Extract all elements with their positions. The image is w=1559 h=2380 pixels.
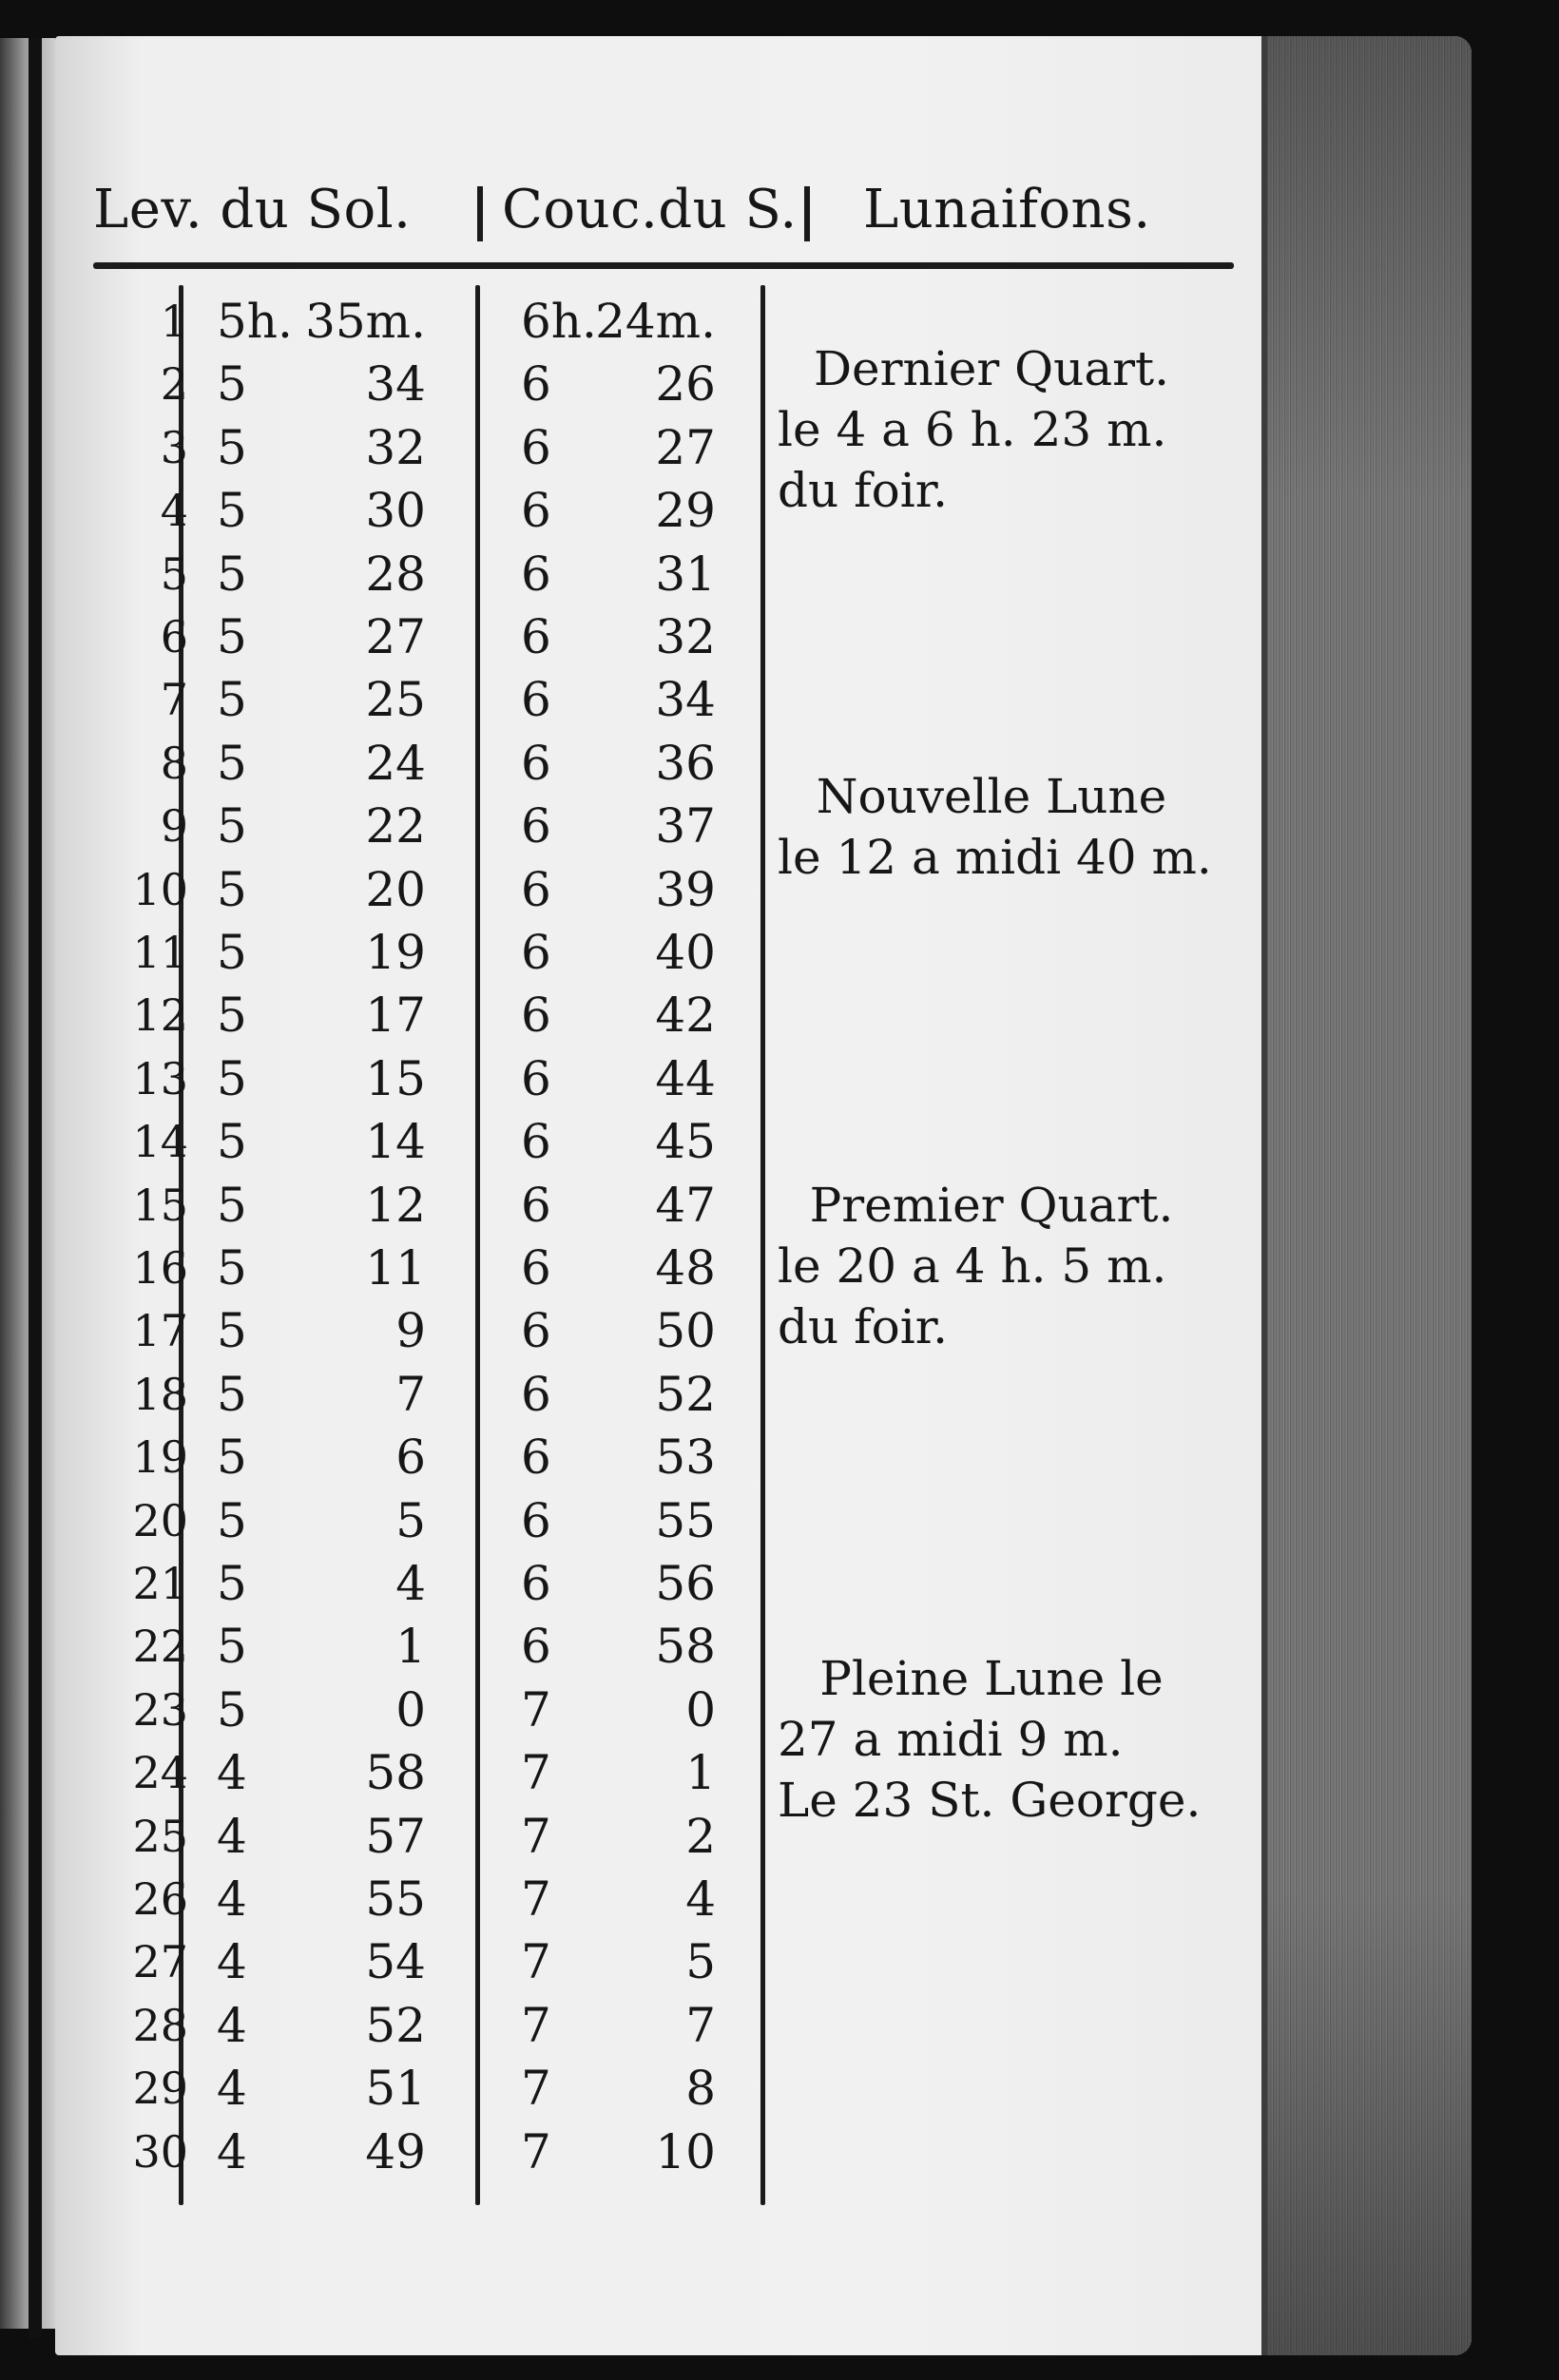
sunrise-hour-cell: 5 bbox=[217, 546, 247, 602]
sunrise-minute-cell: 27 bbox=[365, 609, 426, 664]
lunation-line: du foir. bbox=[778, 463, 949, 518]
lunation-new-moon bbox=[778, 766, 1212, 888]
sunrise-minute-cell: 57 bbox=[365, 1808, 426, 1864]
sunset-minute-cell: 44 bbox=[655, 1050, 716, 1106]
header-separator bbox=[477, 186, 483, 241]
sunrise-minute-cell: 9 bbox=[395, 1303, 426, 1359]
sunset-minute-cell: 10 bbox=[655, 2123, 716, 2179]
sunrise-hour-cell: 5 bbox=[217, 1303, 247, 1359]
sunset-hour-cell: 6 bbox=[521, 609, 551, 664]
table-day-cell: 26 bbox=[132, 1873, 188, 1925]
sunset-hour-cell: 6 bbox=[521, 483, 551, 539]
sunset-column-rule bbox=[760, 285, 765, 2205]
header-lunations: Lunaifons. bbox=[863, 179, 1151, 240]
lunation-title: Pleine Lune le bbox=[819, 1651, 1164, 1706]
table-day-cell: 17 bbox=[132, 1305, 188, 1357]
sunrise-hour-cell: 4 bbox=[217, 1997, 247, 2053]
sunrise-minute-cell: 7 bbox=[395, 1366, 426, 1422]
table-day-cell: 10 bbox=[132, 863, 188, 915]
table-day-cell: 19 bbox=[132, 1431, 188, 1484]
sunset-minute-cell: 45 bbox=[655, 1114, 716, 1170]
table-day-cell: 24 bbox=[132, 1747, 188, 1799]
sunrise-minute-cell: 35m. bbox=[305, 294, 426, 349]
sunset-minute-cell: 8 bbox=[685, 2061, 716, 2117]
sunset-hour-cell: 6 bbox=[521, 672, 551, 728]
sunset-minute-cell: 24m. bbox=[595, 294, 716, 349]
sunrise-minute-cell: 6 bbox=[395, 1430, 426, 1486]
sunset-hour-cell: 6 bbox=[521, 1619, 551, 1675]
table-day-cell: 13 bbox=[132, 1052, 188, 1104]
sunrise-minute-cell: 22 bbox=[365, 798, 426, 854]
lunation-title: Nouvelle Lune bbox=[816, 769, 1167, 824]
sunset-hour-cell: 6 bbox=[521, 419, 551, 475]
sunset-minute-cell: 4 bbox=[685, 1871, 716, 1927]
sunrise-minute-cell: 58 bbox=[365, 1745, 426, 1801]
table-day-cell: 8 bbox=[160, 737, 188, 789]
lunation-line: le 20 a 4 h. 5 m. bbox=[778, 1238, 1167, 1294]
lunation-full-moon bbox=[778, 1648, 1205, 1831]
sunset-hour-cell: 6 bbox=[521, 988, 551, 1044]
sunset-hour-cell: 6 bbox=[521, 798, 551, 854]
sunset-minute-cell: 39 bbox=[655, 861, 716, 917]
sunset-hour-cell: 6h. bbox=[521, 294, 597, 349]
sunrise-minute-cell: 34 bbox=[365, 356, 426, 413]
facing-page-edge bbox=[0, 38, 55, 2329]
table-day-cell: 14 bbox=[132, 1116, 188, 1168]
sunset-minute-cell: 58 bbox=[655, 1619, 716, 1675]
header-sunrise: Lev. du Sol. bbox=[93, 179, 412, 240]
sunset-hour-cell: 7 bbox=[521, 1871, 551, 1927]
sunrise-minute-cell: 28 bbox=[365, 546, 426, 602]
table-day-cell: 21 bbox=[132, 1558, 188, 1609]
sunset-minute-cell: 29 bbox=[655, 483, 716, 539]
table-day-cell: 15 bbox=[132, 1179, 188, 1231]
sunset-minute-cell: 53 bbox=[655, 1430, 716, 1486]
sunset-hour-cell: 6 bbox=[521, 1240, 551, 1296]
sunrise-hour-cell: 4 bbox=[217, 2061, 247, 2117]
table-day-cell: 28 bbox=[132, 1999, 188, 2051]
sunrise-hour-cell: 5 bbox=[217, 925, 247, 980]
table-day-cell: 23 bbox=[132, 1683, 188, 1736]
sunset-hour-cell: 6 bbox=[521, 356, 551, 413]
table-day-cell: 4 bbox=[160, 485, 188, 537]
sunrise-hour-cell: 5 bbox=[217, 419, 247, 475]
sunrise-hour-cell: 5 bbox=[217, 1492, 247, 1548]
sunrise-hour-cell: 5 bbox=[217, 1430, 247, 1486]
lunation-title: Premier Quart. bbox=[809, 1178, 1174, 1233]
sunrise-hour-cell: 5 bbox=[217, 609, 247, 664]
sunset-hour-cell: 7 bbox=[521, 2061, 551, 2117]
sunrise-minute-cell: 24 bbox=[365, 735, 426, 791]
sunrise-minute-cell: 4 bbox=[395, 1556, 426, 1611]
table-day-cell: 25 bbox=[132, 1810, 188, 1862]
sunset-hour-cell: 6 bbox=[521, 1177, 551, 1233]
header-rule bbox=[93, 262, 1234, 269]
sunrise-hour-cell: 5 bbox=[217, 672, 247, 728]
sunrise-hour-cell: 5 bbox=[217, 1240, 247, 1296]
sunrise-hour-cell: 5 bbox=[217, 1050, 247, 1106]
sunset-minute-cell: 5 bbox=[685, 1934, 716, 1990]
table-day-cell: 11 bbox=[132, 927, 188, 978]
sunset-hour-cell: 7 bbox=[521, 1681, 551, 1737]
sunrise-minute-cell: 0 bbox=[395, 1681, 426, 1737]
lunation-last-quarter bbox=[778, 338, 1205, 521]
sunrise-hour-cell: 4 bbox=[217, 1934, 247, 1990]
sunset-minute-cell: 7 bbox=[685, 1997, 716, 2053]
sunset-minute-cell: 0 bbox=[685, 1681, 716, 1737]
lunation-first-quarter bbox=[778, 1175, 1205, 1357]
sunrise-hour-cell: 4 bbox=[217, 1745, 247, 1801]
sunset-minute-cell: 2 bbox=[685, 1808, 716, 1864]
sunrise-minute-cell: 1 bbox=[395, 1619, 426, 1675]
sunset-minute-cell: 52 bbox=[655, 1366, 716, 1422]
sunrise-minute-cell: 25 bbox=[365, 672, 426, 728]
table-day-cell: 1 bbox=[160, 296, 188, 347]
sunset-minute-cell: 34 bbox=[655, 672, 716, 728]
lunation-line: le 12 a midi 40 m. bbox=[778, 830, 1212, 885]
sunrise-minute-cell: 52 bbox=[365, 1997, 426, 2053]
sunset-hour-cell: 7 bbox=[521, 1808, 551, 1864]
sunset-hour-cell: 6 bbox=[521, 1430, 551, 1486]
sunrise-hour-cell: 4 bbox=[217, 1808, 247, 1864]
sunset-hour-cell: 6 bbox=[521, 1366, 551, 1422]
sunrise-minute-cell: 11 bbox=[365, 1240, 426, 1296]
sunset-hour-cell: 6 bbox=[521, 925, 551, 980]
sunrise-minute-cell: 20 bbox=[365, 861, 426, 917]
sunrise-minute-cell: 15 bbox=[365, 1050, 426, 1106]
sunrise-minute-cell: 14 bbox=[365, 1114, 426, 1170]
sunset-minute-cell: 48 bbox=[655, 1240, 716, 1296]
sunrise-hour-cell: 5 bbox=[217, 1366, 247, 1422]
sunset-minute-cell: 1 bbox=[685, 1745, 716, 1801]
sunset-hour-cell: 6 bbox=[521, 1114, 551, 1170]
sunrise-minute-cell: 51 bbox=[365, 2061, 426, 2117]
sunset-minute-cell: 56 bbox=[655, 1556, 716, 1611]
sunset-minute-cell: 42 bbox=[655, 988, 716, 1044]
table-day-cell: 2 bbox=[160, 358, 188, 411]
almanac-page bbox=[55, 36, 1472, 2355]
table-day-cell: 7 bbox=[160, 674, 188, 726]
table-day-cell: 20 bbox=[132, 1494, 188, 1546]
header-separator bbox=[804, 186, 810, 241]
sunrise-minute-cell: 49 bbox=[365, 2123, 426, 2179]
lunation-title: Dernier Quart. bbox=[813, 341, 1170, 396]
sunrise-column-rule bbox=[475, 285, 480, 2205]
sunrise-minute-cell: 30 bbox=[365, 483, 426, 539]
sunrise-hour-cell: 5 bbox=[217, 798, 247, 854]
sunset-hour-cell: 6 bbox=[521, 546, 551, 602]
sunrise-hour-cell: 5 bbox=[217, 1681, 247, 1737]
sunrise-minute-cell: 5 bbox=[395, 1492, 426, 1548]
lunation-line: Le 23 St. George. bbox=[778, 1773, 1202, 1828]
sunrise-hour-cell: 5h. bbox=[217, 294, 293, 349]
sunset-hour-cell: 6 bbox=[521, 1556, 551, 1611]
sunset-minute-cell: 31 bbox=[655, 546, 716, 602]
sunrise-minute-cell: 12 bbox=[365, 1177, 426, 1233]
sunset-minute-cell: 40 bbox=[655, 925, 716, 980]
sunrise-hour-cell: 5 bbox=[217, 735, 247, 791]
sunrise-hour-cell: 5 bbox=[217, 988, 247, 1044]
sunset-minute-cell: 36 bbox=[655, 735, 716, 791]
table-day-cell: 27 bbox=[132, 1936, 188, 1988]
table-day-cell: 5 bbox=[160, 547, 188, 600]
sunset-hour-cell: 6 bbox=[521, 735, 551, 791]
sunset-hour-cell: 7 bbox=[521, 1745, 551, 1801]
table-day-cell: 16 bbox=[132, 1242, 188, 1294]
sunset-hour-cell: 6 bbox=[521, 861, 551, 917]
sunrise-minute-cell: 17 bbox=[365, 988, 426, 1044]
sunset-hour-cell: 6 bbox=[521, 1492, 551, 1548]
sunset-minute-cell: 27 bbox=[655, 419, 716, 475]
sunrise-hour-cell: 5 bbox=[217, 861, 247, 917]
sunset-minute-cell: 26 bbox=[655, 356, 716, 413]
lunation-line: du foir. bbox=[778, 1299, 949, 1354]
sunrise-hour-cell: 4 bbox=[217, 1871, 247, 1927]
sunrise-hour-cell: 5 bbox=[217, 483, 247, 539]
sunset-minute-cell: 50 bbox=[655, 1303, 716, 1359]
lunation-line: le 4 a 6 h. 23 m. bbox=[778, 402, 1167, 457]
sunset-minute-cell: 55 bbox=[655, 1492, 716, 1548]
page-fore-edge-shade bbox=[1267, 36, 1472, 2355]
sunset-hour-cell: 6 bbox=[521, 1303, 551, 1359]
table-day-cell: 18 bbox=[132, 1368, 188, 1420]
sunrise-minute-cell: 55 bbox=[365, 1871, 426, 1927]
sunrise-minute-cell: 19 bbox=[365, 925, 426, 980]
sunrise-hour-cell: 5 bbox=[217, 356, 247, 413]
sunrise-hour-cell: 5 bbox=[217, 1556, 247, 1611]
sunrise-hour-cell: 5 bbox=[217, 1114, 247, 1170]
sunset-hour-cell: 6 bbox=[521, 1050, 551, 1106]
table-day-cell: 6 bbox=[160, 611, 188, 662]
sunset-hour-cell: 7 bbox=[521, 2123, 551, 2179]
sunrise-minute-cell: 54 bbox=[365, 1934, 426, 1990]
book-gutter bbox=[29, 38, 42, 2338]
sunset-minute-cell: 32 bbox=[655, 609, 716, 664]
sunset-minute-cell: 37 bbox=[655, 798, 716, 854]
table-day-cell: 9 bbox=[160, 800, 188, 853]
sunrise-hour-cell: 5 bbox=[217, 1177, 247, 1233]
sunset-hour-cell: 7 bbox=[521, 1997, 551, 2053]
table-day-cell: 22 bbox=[132, 1621, 188, 1673]
table-day-cell: 3 bbox=[160, 421, 188, 473]
sunrise-hour-cell: 4 bbox=[217, 2123, 247, 2179]
sunset-hour-cell: 7 bbox=[521, 1934, 551, 1990]
sunrise-hour-cell: 5 bbox=[217, 1619, 247, 1675]
table-day-cell: 30 bbox=[132, 2125, 188, 2178]
table-day-cell: 12 bbox=[132, 989, 188, 1042]
table-day-cell: 29 bbox=[132, 2063, 188, 2115]
sunrise-minute-cell: 32 bbox=[365, 419, 426, 475]
sunset-minute-cell: 47 bbox=[655, 1177, 716, 1233]
header-sunset: Couc.du S. bbox=[502, 179, 798, 240]
lunation-line: 27 a midi 9 m. bbox=[778, 1712, 1124, 1767]
